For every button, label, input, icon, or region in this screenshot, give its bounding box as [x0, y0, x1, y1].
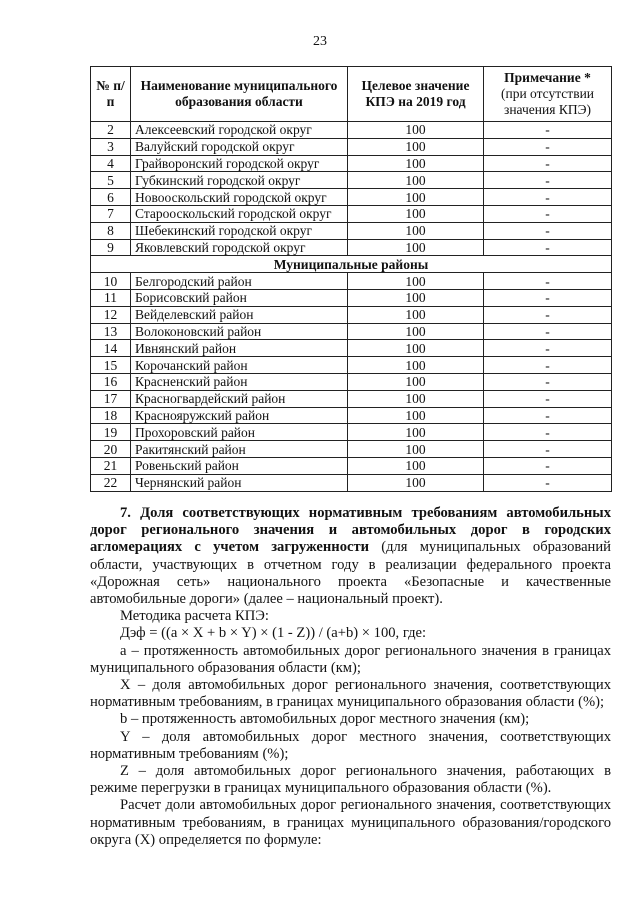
row-name: Корочанский район [131, 357, 348, 374]
definition-b: b – протяженность автомобильных дорог местного значения (км); [120, 711, 530, 728]
header-name: Наименование муниципального образования области [131, 67, 348, 122]
row-target-value: 100 [348, 273, 484, 290]
section-title: Муниципальные районы [91, 256, 612, 273]
row-name: Красненский район [131, 373, 348, 390]
row-number: 14 [91, 340, 131, 357]
body-text [90, 505, 611, 849]
row-number: 7 [91, 205, 131, 222]
row-target-value: 100 [348, 172, 484, 189]
table-row [91, 323, 612, 340]
row-note: - [484, 122, 612, 139]
row-name: Волоконовский район [131, 323, 348, 340]
row-number: 18 [91, 407, 131, 424]
row-name: Валуйский городской округ [131, 138, 348, 155]
table-row [91, 357, 612, 374]
formula: Дэф = ((a × X + b × Y) × (1 - Z)) / (a+b) × 100, где: [120, 625, 427, 642]
table-row [91, 239, 612, 256]
row-number: 9 [91, 239, 131, 256]
row-name: Новооскольский городской округ [131, 189, 348, 206]
row-name: Ивнянский район [131, 340, 348, 357]
row-note: - [484, 323, 612, 340]
row-target-value: 100 [348, 222, 484, 239]
city-rows [91, 122, 612, 256]
row-target-value: 100 [348, 390, 484, 407]
row-note: - [484, 205, 612, 222]
table-row [91, 138, 612, 155]
row-target-value: 100 [348, 155, 484, 172]
row-note: - [484, 390, 612, 407]
district-rows [91, 273, 612, 491]
row-number: 5 [91, 172, 131, 189]
row-number: 4 [91, 155, 131, 172]
section-heading-rest: (для муниципальных образований области, участвующих в отчетном году в реализации федерального проекта «Дорожная сеть» национального проекта «Безопасные и качественные автомобильные дороги» (далее – национальный проект). [90, 539, 611, 608]
row-name: Белгородский район [131, 273, 348, 290]
row-number: 20 [91, 441, 131, 458]
row-note: - [484, 474, 612, 491]
row-name: Старооскольский городской округ [131, 205, 348, 222]
row-target-value: 100 [348, 407, 484, 424]
calculation-text: Расчет доли автомобильных дорог регионального значения, соответствующих нормативным требованиям, в границах муниципального образования/городского округа (X) определяется по формуле: [90, 797, 611, 848]
row-name: Ракитянский район [131, 441, 348, 458]
table-row [91, 390, 612, 407]
row-target-value: 100 [348, 189, 484, 206]
row-name: Борисовский район [131, 289, 348, 306]
row-target-value: 100 [348, 205, 484, 222]
row-note: - [484, 457, 612, 474]
header-target: Целевое значение КПЭ на 2019 год [348, 67, 484, 122]
row-target-value: 100 [348, 340, 484, 357]
row-name: Шебекинский городской округ [131, 222, 348, 239]
row-target-value: 100 [348, 474, 484, 491]
definition-x: X – доля автомобильных дорог регионального значения, соответствующих нормативным требованиям, в границах муниципального образования области (%); [90, 677, 611, 711]
row-name: Краснояружский район [131, 407, 348, 424]
row-number: 21 [91, 457, 131, 474]
table-row [91, 474, 612, 491]
row-note: - [484, 424, 612, 441]
row-name: Алексеевский городской округ [131, 122, 348, 139]
row-target-value: 100 [348, 239, 484, 256]
header-note [484, 67, 612, 122]
table-row [91, 155, 612, 172]
row-note: - [484, 441, 612, 458]
section-heading: 7. Доля соответствующих нормативным требованиям автомобильных дорог регионального значения и автомобильных дорог в городских агломерациях с учетом загруженности [90, 505, 611, 556]
row-note: - [484, 289, 612, 306]
row-number: 13 [91, 323, 131, 340]
row-note: - [484, 407, 612, 424]
table-row [91, 441, 612, 458]
header-num: № п/п [91, 67, 131, 122]
row-note: - [484, 273, 612, 290]
section-row [91, 256, 612, 273]
row-note: - [484, 239, 612, 256]
row-note: - [484, 172, 612, 189]
row-note: - [484, 138, 612, 155]
row-note: - [484, 155, 612, 172]
row-number: 16 [91, 373, 131, 390]
row-note: - [484, 222, 612, 239]
row-number: 3 [91, 138, 131, 155]
table-row [91, 340, 612, 357]
row-name: Прохоровский район [131, 424, 348, 441]
table-row [91, 373, 612, 390]
row-number: 22 [91, 474, 131, 491]
table-header-row [91, 67, 612, 122]
row-number: 17 [91, 390, 131, 407]
row-target-value: 100 [348, 373, 484, 390]
row-number: 12 [91, 306, 131, 323]
table-row [91, 407, 612, 424]
row-target-value: 100 [348, 122, 484, 139]
kpe-table [90, 66, 612, 492]
table-row [91, 222, 612, 239]
row-note: - [484, 357, 612, 374]
row-number: 11 [91, 289, 131, 306]
section-heading-paragraph [90, 505, 611, 608]
row-target-value: 100 [348, 306, 484, 323]
table-row [91, 457, 612, 474]
method-title: Методика расчета КПЭ: [120, 608, 269, 625]
row-target-value: 100 [348, 424, 484, 441]
row-note: - [484, 189, 612, 206]
row-note: - [484, 373, 612, 390]
table-row [91, 122, 612, 139]
row-name: Красногвардейский район [131, 390, 348, 407]
table-row [91, 189, 612, 206]
definition-z: Z – доля автомобильных дорог регионального значения, работающих в режиме перегрузки в границах муниципального образования области (%). [90, 763, 611, 797]
row-target-value: 100 [348, 357, 484, 374]
row-target-value: 100 [348, 457, 484, 474]
header-note-subtitle: (при отсутствии значения КПЭ) [500, 86, 595, 117]
row-number: 8 [91, 222, 131, 239]
table-row [91, 306, 612, 323]
row-target-value: 100 [348, 323, 484, 340]
row-target-value: 100 [348, 289, 484, 306]
table-row [91, 205, 612, 222]
row-target-value: 100 [348, 441, 484, 458]
table-row [91, 172, 612, 189]
row-name: Вейделевский район [131, 306, 348, 323]
row-number: 6 [91, 189, 131, 206]
row-name: Чернянский район [131, 474, 348, 491]
row-number: 2 [91, 122, 131, 139]
definition-y: Y – доля автомобильных дорог местного значения, соответствующих нормативным требованиям (%); [90, 728, 611, 762]
row-name: Грайворонский городской округ [131, 155, 348, 172]
row-number: 19 [91, 424, 131, 441]
table-row [91, 289, 612, 306]
row-number: 15 [91, 357, 131, 374]
row-number: 10 [91, 273, 131, 290]
row-target-value: 100 [348, 138, 484, 155]
definition-a: a – протяженность автомобильных дорог регионального значения в границах муниципального образования области (км); [90, 642, 611, 676]
row-note: - [484, 340, 612, 357]
table-row [91, 424, 612, 441]
row-name: Ровеньский район [131, 457, 348, 474]
row-note: - [484, 306, 612, 323]
page-number: 23 [313, 34, 327, 49]
table-row [91, 273, 612, 290]
header-note-title: Примечание * [504, 70, 591, 85]
row-name: Губкинский городской округ [131, 172, 348, 189]
row-name: Яковлевский городской округ [131, 239, 348, 256]
